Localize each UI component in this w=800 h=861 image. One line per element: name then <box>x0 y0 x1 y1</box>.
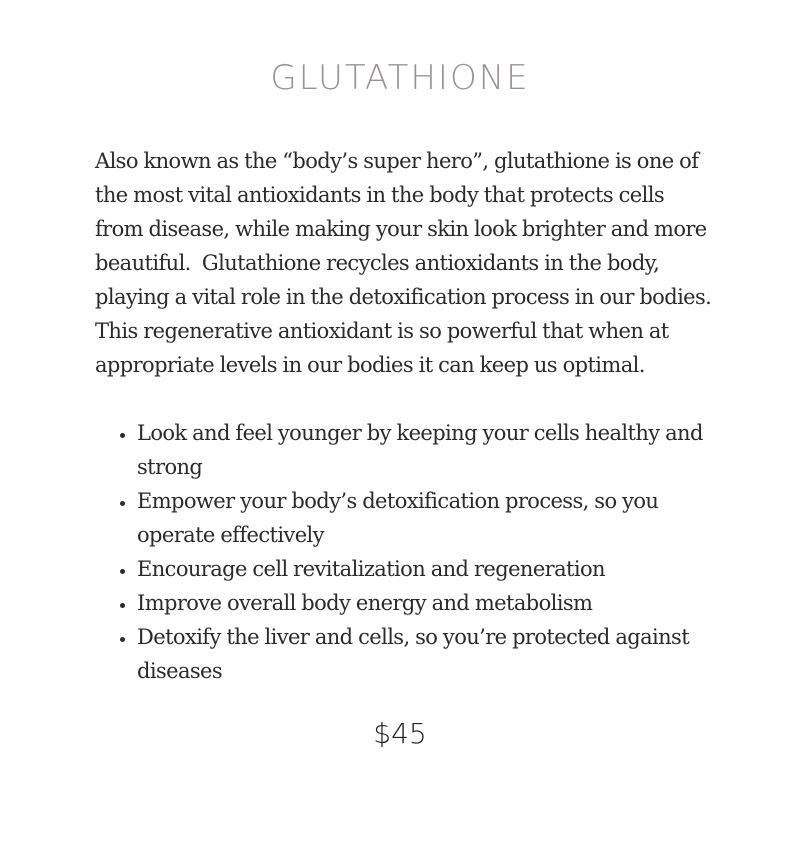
benefits-list <box>95 416 737 688</box>
product-title: GLUTATHIONE <box>270 58 530 98</box>
benefit-item: • Look and feel younger by keeping your cells healthy and strong <box>137 416 737 484</box>
benefit-item: • Improve overall body energy and metabolism <box>137 586 737 620</box>
benefit-item: • Detoxify the liver and cells, so you’re protected against diseases <box>137 620 737 688</box>
product-description: Also known as the “body’s super hero”, glutathione is one of the most vital antioxidants in the body that protects cells from disease, while making your skin look brighter and more beautiful. Glutathione recycles antioxidants in the body, playing a vital role in the detoxification process in our bodies. This regenerative antioxidant is so powerful that when at appropriate levels in our bodies it can keep us optimal. <box>95 149 717 377</box>
product-price: $45 <box>373 717 427 750</box>
benefit-item: • Encourage cell revitalization and regeneration <box>137 552 737 586</box>
benefit-item: • Empower your body’s detoxification process, so you operate effectively <box>137 484 737 552</box>
